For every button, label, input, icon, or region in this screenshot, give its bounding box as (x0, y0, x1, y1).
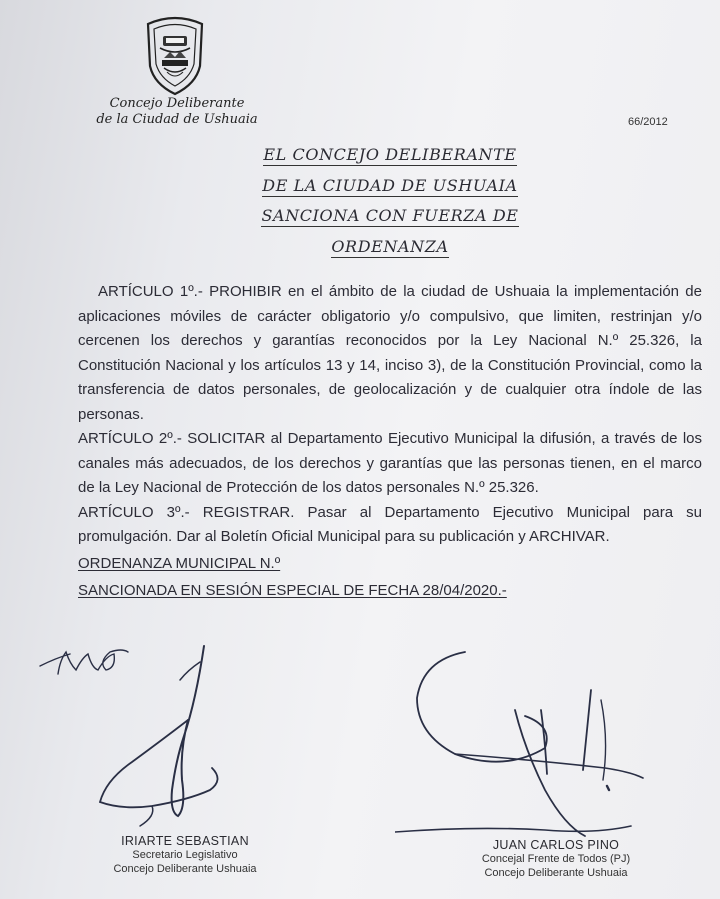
sanction-date-text: SANCIONADA EN SESIÓN ESPECIAL DE FECHA 28/04/2020.- (78, 581, 507, 599)
title-line-1 (230, 140, 550, 171)
articles-body (78, 280, 702, 604)
signatory-right (478, 838, 634, 880)
signature-left (92, 640, 242, 830)
title-line-4-text: ORDENANZA (331, 236, 449, 256)
title-line-3-text: SANCIONA CON FUERZA DE (261, 206, 519, 225)
document-title (230, 140, 550, 262)
signatory-left (100, 834, 270, 876)
title-line-4 (230, 232, 550, 263)
article-1 (78, 280, 702, 427)
title-line-2 (230, 171, 550, 202)
article-2-text: SOLICITAR al Departamento Ejecutivo Municipal la difusión, a través de los canales más adecuados, de los derechos y garantías que las personas tienen, en el marco de la Ley Nacional de Protección de los datos personales N.º 25.326. (78, 430, 702, 496)
council-name (92, 96, 262, 128)
title-line-3 (230, 201, 550, 232)
title-line-2-text: DE LA CIUDAD DE USHUAIA (262, 175, 518, 195)
signature-right (395, 650, 645, 840)
signatory-left-org: Concejo Deliberante Ushuaia (113, 863, 257, 875)
signatory-left-name: IRIARTE SEBASTIAN (121, 834, 249, 848)
city-seal-icon (140, 14, 210, 96)
ordinance-number-text: ORDENANZA MUNICIPAL N.º (78, 554, 281, 572)
article-2-label: ARTÍCULO 2º.- (78, 430, 182, 447)
article-3 (78, 501, 702, 550)
sanction-date-line (78, 577, 702, 604)
signatory-right-name: JUAN CARLOS PINO (492, 838, 620, 852)
article-3-text: REGISTRAR. Pasar al Departamento Ejecutivo Municipal para su promulgación. Dar al Boletín Oficial Municipal para su publicación y ARCHIVAR. (78, 503, 702, 545)
article-1-label: ARTÍCULO 1º.- (98, 283, 203, 300)
article-1-text: PROHIBIR en el ámbito de la ciudad de Ushuaia la implementación de aplicaciones móviles de carácter obligatorio y/o compulsivo, que limiten, restrinjan y/o cercenen los derechos y garantías reconocidos por la Ley Nacional N.º 25.326, la Constitución Nacional y los artículos 13 y 14, inciso 3), de la Constitución Provincial, como la transferencia de datos personales, de geolocalización y de cualquier otra índole de las personas. (78, 283, 702, 423)
article-2 (78, 427, 702, 501)
signatory-right-role: Concejal Frente de Todos (PJ) (481, 853, 631, 865)
council-name-line2: de la Ciudad de Ushuaia (96, 112, 258, 127)
signatory-right-org: Concejo Deliberante Ushuaia (484, 867, 628, 879)
reference-number: 66/2012 (628, 116, 668, 128)
signatory-left-role: Secretario Legislativo (132, 849, 238, 861)
ordinance-number-line (78, 550, 702, 577)
council-name-line1: Concejo Deliberante (109, 96, 245, 111)
title-line-1-text: EL CONCEJO DELIBERANTE (263, 145, 517, 164)
article-3-label: ARTÍCULO 3º.- (78, 503, 190, 521)
